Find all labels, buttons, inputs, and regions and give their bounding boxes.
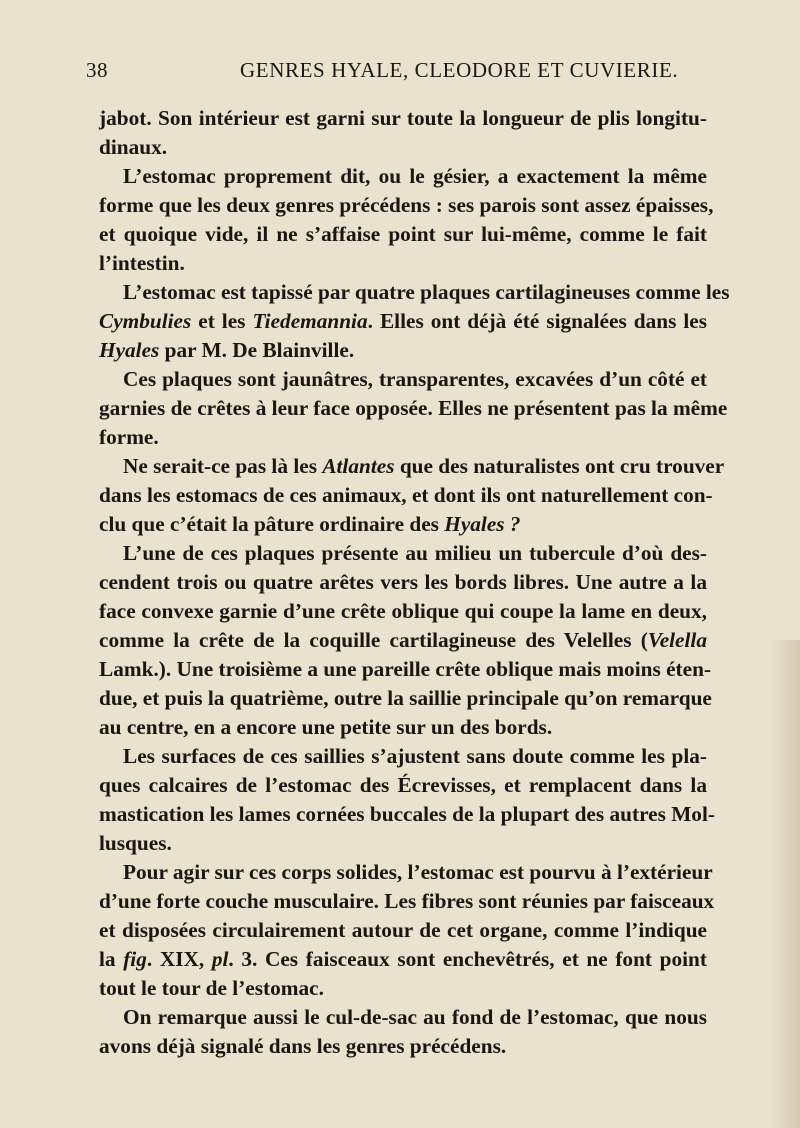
- italic-term: Hyales ?: [444, 512, 521, 536]
- italic-term: pl: [211, 947, 229, 971]
- text-segment: par M. De Blainville.: [159, 338, 355, 362]
- text-line: mastication les lames cornées buccales de la plupart des autres Mol-: [99, 802, 715, 826]
- text-line: et quoique vide, il ne s’affaise point sur lui-même, comme le fait: [99, 222, 707, 246]
- italic-term: fig: [123, 947, 147, 971]
- text-segment: que des naturalistes ont cru trouver: [394, 454, 725, 478]
- text-line: dinaux.: [99, 135, 168, 159]
- text-line: [99, 452, 725, 481]
- text-line: ques calcaires de l’estomac des Écrevisses, et remplacent dans la: [99, 773, 707, 797]
- text-line: et disposées circulairement autour de cet organe, comme l’indique: [99, 918, 707, 942]
- text-segment: . 3. Ces faisceaux sont enchevêtrés, et ne font point: [228, 947, 707, 971]
- text-line: L’estomac proprement dit, ou le gésier, a exactement la même: [123, 164, 707, 188]
- text-line: Ces plaques sont jaunâtres, transparentes, excavées d’un côté et: [123, 367, 707, 391]
- text-line: au centre, en a encore une petite sur un des bords.: [99, 715, 553, 739]
- page-edge-shading: [770, 640, 800, 1128]
- text-line: Les surfaces de ces saillies s’ajustent sans doute comme les pla-: [123, 744, 707, 768]
- text-line: [99, 510, 707, 539]
- running-head: GENRES HYALE, CLEODORE ET CUVIERIE.: [240, 58, 679, 82]
- italic-term: Velella: [647, 628, 707, 652]
- text-line: cendent trois ou quatre arêtes vers les bords libres. Une autre a la: [99, 570, 707, 594]
- page-header: [0, 58, 800, 88]
- body-text: [99, 104, 730, 1061]
- text-line: [99, 336, 707, 365]
- text-line: avons déjà signalé dans les genres précédens.: [99, 1034, 507, 1058]
- text-line: On remarque aussi le cul-de-sac au fond de l’estomac, que nous: [123, 1005, 707, 1029]
- text-segment: . XIX,: [146, 947, 212, 971]
- text-line: jabot. Son intérieur est garni sur toute la longueur de plis longitu-: [99, 106, 707, 130]
- text-segment: clu que c’était la pâture ordinaire des: [99, 512, 445, 536]
- text-line: L’estomac est tapissé par quatre plaques cartilagineuses comme les: [123, 280, 730, 304]
- text-segment: comme la crête de la coquille cartilagineuse des Velelles (: [99, 628, 648, 652]
- text-line: lusques.: [99, 831, 172, 855]
- text-line: Pour agir sur ces corps solides, l’estomac est pourvu à l’extérieur: [123, 860, 713, 884]
- text-line: forme que les deux genres précédens : ses parois sont assez épaisses,: [99, 193, 714, 217]
- text-line: face convexe garnie d’une crête oblique qui coupe la lame en deux,: [99, 599, 707, 623]
- text-segment: Ne serait-ce pas là les: [123, 454, 323, 478]
- text-segment: et les: [191, 309, 253, 333]
- italic-term: Tiedemannia: [252, 309, 368, 333]
- text-line: d’une forte couche musculaire. Les fibres sont réunies par faisceaux: [99, 889, 715, 913]
- text-line: [99, 945, 707, 974]
- text-line: [99, 626, 707, 655]
- text-segment: la: [99, 947, 124, 971]
- text-line: Lamk.). Une troisième a une pareille crête oblique mais moins éten-: [99, 657, 712, 681]
- text-line: L’une de ces plaques présente au milieu un tubercule d’où des-: [123, 541, 707, 565]
- text-line: tout le tour de l’estomac.: [99, 976, 324, 1000]
- text-segment: . Elles ont déjà été signalées dans les: [367, 309, 707, 333]
- text-line: l’intestin.: [99, 251, 185, 275]
- italic-term: Atlantes: [322, 454, 395, 478]
- italic-term: Cymbulies: [99, 309, 192, 333]
- italic-term: Hyales: [99, 338, 160, 362]
- text-line: dans les estomacs de ces animaux, et dont ils ont naturellement con-: [99, 483, 713, 507]
- text-line: [99, 307, 707, 336]
- text-line: forme.: [99, 425, 159, 449]
- page-number: 38: [86, 58, 108, 82]
- text-line: garnies de crêtes à leur face opposée. Elles ne présentent pas la même: [99, 396, 728, 420]
- text-line: due, et puis la quatrième, outre la saillie principale qu’on remarque: [99, 686, 712, 710]
